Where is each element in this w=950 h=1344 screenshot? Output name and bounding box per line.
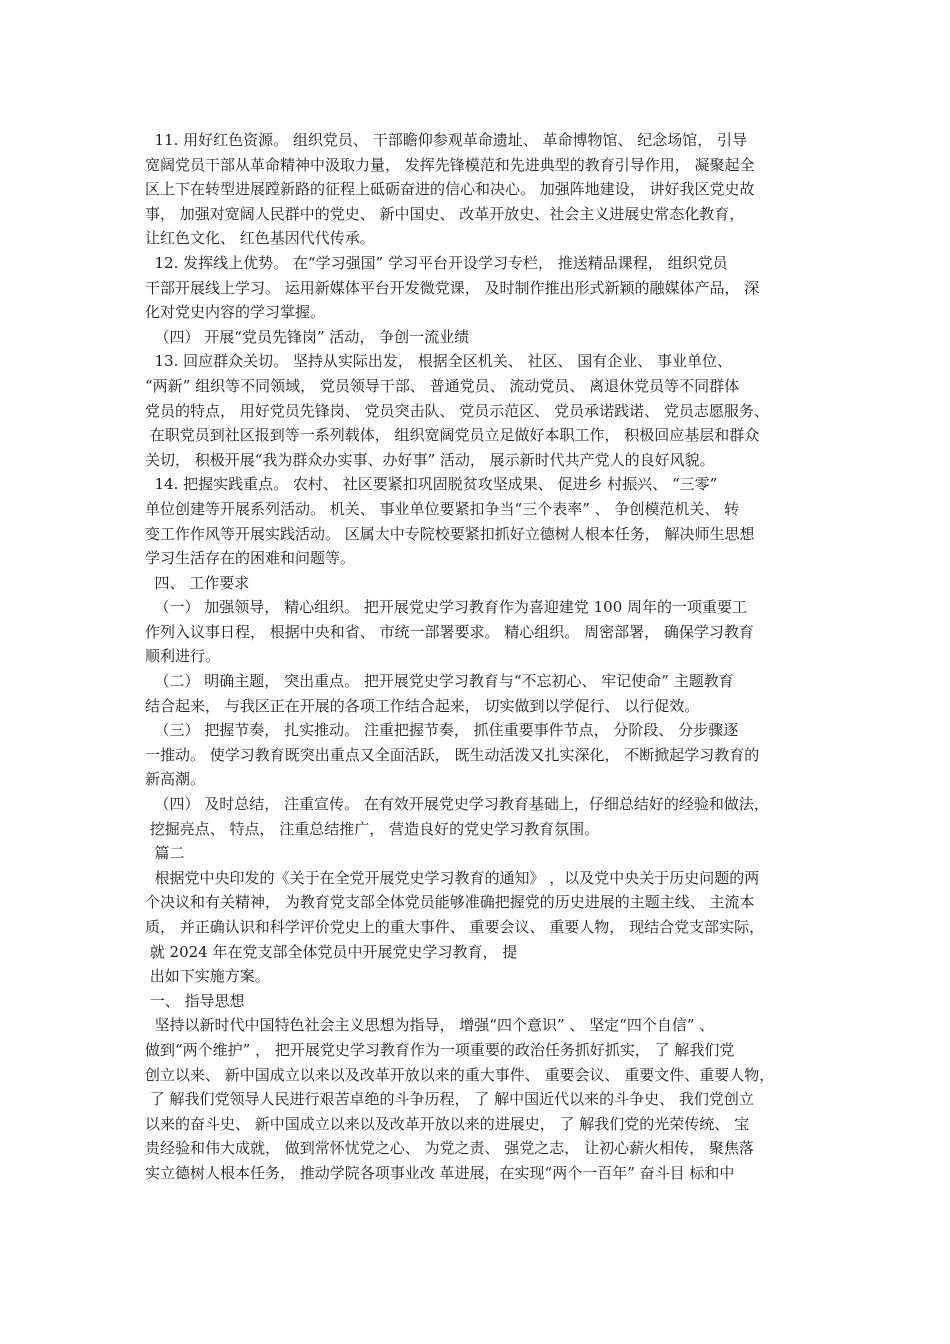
text-line: 顺利进行。 [145,647,221,666]
text-line: （三） 把握节奏， 扎实推动。 注重把握节奏， 抓住重要事件节点， 分阶段、 分步骤逐 [145,721,739,740]
text-line: 区上下在转型进展蹚新路的征程上砥砺奋进的信心和决心。 加强阵地建设， 讲好我区党史故 [145,180,755,199]
text-line: （四） 开展“党员先锋岗” 活动， 争创一流业绩 [145,327,470,346]
text-line: （二） 明确主题， 突出重点。 把开展党史学习教育与“不忘初心、 牢记使命” 主题教育 [145,672,734,691]
text-line: 出如下实施方案。 [145,967,270,986]
text-line: 化对党史内容的学习掌握。 [145,303,326,322]
text-line: 实立德树人根本任务， 推动学院各项事业改 革进展，在实现“两个一百年” 奋斗目 标和中 [145,1163,735,1182]
document-body [145,128,825,1186]
text-line: 宽阔党员干部从革命精神中汲取力量， 发挥先锋模范和先进典型的教育引导作用， 凝聚起全 [145,155,755,174]
text-line: 做到“两个维护” ， 把开展党史学习教育作为一项重要的政治任务抓好抓实， 了 解我们党 [145,1040,735,1059]
text-line: 四、 工作要求 [145,573,250,592]
text-line: 作列入议事日程， 根据中央和省、 市统一部署要求。 精心组织。 周密部署， 确保学习教育 [145,622,754,641]
text-line: 党员的特点， 用好党员先锋岗、 党员突击队、 党员示范区、 党员承诺践诺、 党员志愿服务、 [145,401,769,420]
text-line: 根据党中央印发的《关于在全党开展党史学习教育的通知》 ，以及党中央关于历史问题的两 [145,868,760,887]
text-line: 个决议和有关精神， 为教育党支部全体党员能够准确把握党的历史进展的主题主线、 主流本 [145,893,755,912]
text-line: 干部开展线上学习。 运用新媒体平台开发微党课， 及时制作推出形式新颖的融媒体产品， 深 [145,278,760,297]
text-line: 变工作作风等开展实践活动。 区属大中专院校要紧扣抓好立德树人根本任务， 解决师生思想 [145,524,755,543]
text-line: 单位创建等开展系列活动。 机关、 事业单位要紧扣争当“三个表率” 、 争创模范机关、 转 [145,499,740,518]
text-line: 14. 把握实践重点。 农村、 社区要紧扣巩固脱贫攻坚成果、 促进乡 村振兴、 “三零” [145,475,718,494]
text-line: 质， 并正确认识和科学评价党史上的重大事件、 重要会议、 重要人物， 现结合党支部实际， [145,918,765,936]
text-line: 结合起来， 与我区正在开展的各项工作结合起来， 切实做到以学促行、 以行促效。 [145,696,700,715]
text-line: 了 解我们党领导人民进行艰苦卓绝的斗争历程， 了 解中国近代以来的斗争史、 我们党创立 [145,1090,754,1109]
text-line: 在职党员到社区报到等一系列载体， 组织宽阔党员立足做好本职工作， 积极回应基层和群众 [145,426,760,445]
text-line: 篇二 [145,844,185,863]
text-line: 13. 回应群众关切。 坚持从实际出发， 根据全区机关、 社区、 国有企业、 事业单位、 [145,352,733,371]
text-line: 坚持以新时代中国特色社会主义思想为指导， 增强“四个意识” 、 坚定“四个自信” 、 [145,1016,715,1035]
text-line: （一） 加强领导， 精心组织。 把开展党史学习教育作为喜迎建党 100 周年的一项重要工 [145,598,748,617]
text-line: 11. 用好红色资源。 组织党员、 干部瞻仰参观革命遗址、 革命博物馆、 纪念场馆， 引导 [145,131,748,149]
text-line: 挖掘亮点、 特点， 注重总结推广， 营造良好的党史学习教育氛围。 [145,819,600,838]
text-line: 就 2024 年在党支部全体党员中开展党史学习教育， 提 [145,942,518,961]
text-line: “两新” 组织等不同领域， 党员领导干部、 普通党员、 流动党员、 离退休党员等不同群体 [145,376,740,395]
text-line: 一推动。 使学习教育既突出重点又全面活跃， 既生动活泼又扎实深化， 不断掀起学习教育的 [145,745,760,764]
text-line: 创立以来、 新中国成立以来以及改革开放以来的重大事件、 重要会议、 重要文件、重要人物， [145,1065,775,1084]
text-line: 新高潮。 [145,770,206,789]
text-line: （四） 及时总结， 注重宣传。 在有效开展党史学习教育基础上，仔细总结好的经验和做法， [145,795,769,814]
text-line: 学习生活存在的困难和问题等。 [145,549,356,568]
text-line: 关切， 积极开展“我为群众办实事、办好事” 活动， 展示新时代共产党人的良好风貌。 [145,450,715,469]
text-line: 一、 指导思想 [145,991,245,1010]
text-line: 12. 发挥线上优势。 在“学习强国” 学习平台开设学习专栏， 推送精品课程， 组织党员 [145,253,728,272]
text-line: 贵经验和伟大成就， 做到常怀忧党之心、 为党之责、 强党之志， 让初心薪火相传， 聚焦落 [145,1139,754,1158]
text-line: 事， 加强对宽阔人民群中的党史、 新中国史、 改革开放史、社会主义进展史常态化教育， [145,204,745,223]
text-line: 以来的奋斗史、 新中国成立以来以及改革开放以来的进展史， 了 解我们党的光荣传统、 宝 [145,1114,750,1133]
text-line: 让红色文化、 红色基因代代传承。 [145,229,375,248]
